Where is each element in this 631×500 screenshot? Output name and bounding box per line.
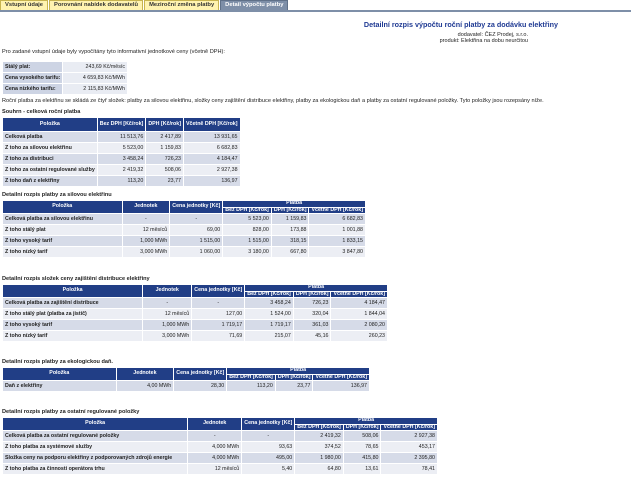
- col-header: Cena jednotky [Kč]: [192, 285, 245, 298]
- input-value: 2 115,83 Kč/MWh: [63, 84, 128, 95]
- col-header: Cena jednotky [Kč]: [174, 368, 227, 381]
- col-header: Jednotek: [122, 201, 170, 214]
- col-header: Bez DPH [Kč/rok]: [295, 424, 344, 431]
- col-header: Včetně DPH [Kč/rok]: [381, 424, 438, 431]
- col-header: Včetně DPH [Kč/rok]: [331, 291, 388, 298]
- col-header: Včetně DPH [Kč/rok]: [313, 374, 370, 381]
- table-row: Z toho vysoký tarif 1,000 MWh 1 719,17 1 719,17 361,03 2 080,20: [3, 320, 388, 331]
- col-header: DPH [Kč/rok]: [343, 424, 381, 431]
- col-header: Platba: [295, 418, 438, 425]
- col-header: DPH [Kč/rok]: [293, 291, 331, 298]
- col-header: Cena jednotky [Kč]: [242, 418, 295, 431]
- input-value: 243,69 Kč/měsíc: [63, 62, 128, 73]
- table-row: Celková platba za silovou elektřinu - - 5 523,00 1 159,83 6 682,83: [3, 214, 366, 225]
- intro-text: Pro zadané vstupní údaje byly vypočítány tyto informativní jednotkové ceny (včetně DPH):: [2, 49, 225, 55]
- summary-title: Souhrn - celková roční platba: [2, 109, 81, 115]
- col-header: Bez DPH [Kč/rok]: [245, 291, 294, 298]
- col-header: Platba: [223, 201, 366, 208]
- eco-title: Detailní rozpis platby za ekologickou daň.: [2, 359, 113, 365]
- input-label: Cena vysokého tarifu:: [3, 73, 63, 84]
- other-table: [2, 417, 438, 475]
- distribution-table: [2, 284, 388, 342]
- col-header: Bez DPH [Kč/rok]: [227, 374, 276, 381]
- table-row: Z toho daň z elektřiny 113,20 23,77 136,97: [3, 176, 241, 187]
- col-header: Položka: [3, 285, 143, 298]
- tab-yearly-change[interactable]: Meziroční změna platby: [144, 0, 219, 10]
- input-label: Stálý plat:: [3, 62, 63, 73]
- col-header: Bez DPH [Kč/rok]: [223, 207, 272, 214]
- col-header: DPH [Kč/rok]: [271, 207, 309, 214]
- col-header: Platba: [227, 368, 370, 375]
- table-row: Z toho za silovou elektřinu 5 523,00 1 159,83 6 682,83: [3, 143, 241, 154]
- product-line: produkt: Elektřina na dobu neurčitou: [439, 38, 528, 44]
- supplier-line: dodavatel: ČEZ Prodej, s.r.o.: [457, 32, 528, 38]
- col-header: Jednotek: [188, 418, 242, 431]
- other-title: Detailní rozpis platby za ostatní regulované položky: [2, 409, 140, 415]
- table-row: Daň z elektřiny 4,00 MWh 28,30 113,20 23,77 136,97: [3, 381, 370, 392]
- table-row: Celková platba 11 513,76 2 417,89 13 931,65: [3, 132, 241, 143]
- col-header: Bez DPH [Kč/rok]: [97, 118, 146, 132]
- table-row: Složka ceny na podporu elektřiny z podporovaných zdrojů energie 4,000 MWh 495,00 1 980,00 415,80 2 395,80: [3, 453, 438, 464]
- distribution-title: Detailní rozpis složek ceny zajištění distribuce elektřiny: [2, 276, 150, 282]
- table-row: Z toho stálý plat (platba za jistič) 12 měsíců 127,00 1 524,00 320,04 1 844,04: [3, 309, 388, 320]
- page-title: Detailní rozpis výpočtu roční platby za dodávku elektřiny: [363, 20, 558, 29]
- table-row: Z toho stálý plat 12 měsíců 69,00 828,00 173,88 1 001,88: [3, 225, 366, 236]
- col-header: DPH [Kč/rok]: [275, 374, 313, 381]
- table-row: Z toho za distribuci 3 458,24 726,23 4 184,47: [3, 154, 241, 165]
- tab-compare-offers[interactable]: Porovnání nabídek dodavatelů: [49, 0, 143, 10]
- col-header: Položka: [3, 118, 98, 132]
- tab-payment-detail[interactable]: Detail výpočtu platby: [220, 0, 288, 10]
- explanation-text: Roční platba za elektřinu se skládá ze čtyř složek: platby za silovou elektřinu, složky ceny zajištění distribuce elektřiny, platby za ekologickou daň a platby za ostatní regulované položky. Tyto položky jsou rozepsány níže.: [2, 98, 544, 104]
- tab-input-data[interactable]: Vstupní údaje: [0, 0, 48, 10]
- unit-price-table: [2, 61, 128, 95]
- input-value: 4 659,83 Kč/MWh: [63, 73, 128, 84]
- summary-table: [2, 117, 241, 187]
- table-row: Z toho platba za systémové služby 4,000 MWh 93,63 374,52 78,65 453,17: [3, 442, 438, 453]
- col-header: Jednotek: [143, 285, 192, 298]
- col-header: Cena jednotky [Kč]: [170, 201, 223, 214]
- table-row: Z toho nízký tarif 3,000 MWh 71,69 215,07 45,16 260,23: [3, 331, 388, 342]
- col-header: Položka: [3, 368, 117, 381]
- power-table: [2, 200, 366, 258]
- table-row: Z toho nízký tarif 3,000 MWh 1 060,00 3 180,00 667,80 3 847,80: [3, 247, 366, 258]
- table-row: Z toho platba za činnosti operátora trhu 12 měsíců 5,40 64,80 13,61 78,41: [3, 464, 438, 475]
- col-header: Položka: [3, 201, 123, 214]
- eco-table: [2, 367, 370, 392]
- col-header: Platba: [245, 285, 388, 292]
- col-header: Položka: [3, 418, 188, 431]
- col-header: Včetně DPH [Kč/rok]: [184, 118, 241, 132]
- power-title: Detailní rozpis platby za silovou elektřinu: [2, 192, 112, 198]
- col-header: Jednotek: [116, 368, 174, 381]
- table-row: Z toho za ostatní regulované služby 2 419,32 508,06 2 927,38: [3, 165, 241, 176]
- col-header: DPH [Kč/rok]: [146, 118, 184, 132]
- col-header: Včetně DPH [Kč/rok]: [309, 207, 366, 214]
- tab-divider: [0, 10, 631, 12]
- table-row: Celková platba za zajištění distribuce - - 3 458,24 726,23 4 184,47: [3, 298, 388, 309]
- input-label: Cena nízkého tarifu:: [3, 84, 63, 95]
- table-row: Z toho vysoký tarif 1,000 MWh 1 515,00 1 515,00 318,15 1 833,15: [3, 236, 366, 247]
- table-row: Celková platba za ostatní regulované položky - - 2 419,32 508,06 2 927,38: [3, 431, 438, 442]
- tab-bar: [0, 0, 289, 10]
